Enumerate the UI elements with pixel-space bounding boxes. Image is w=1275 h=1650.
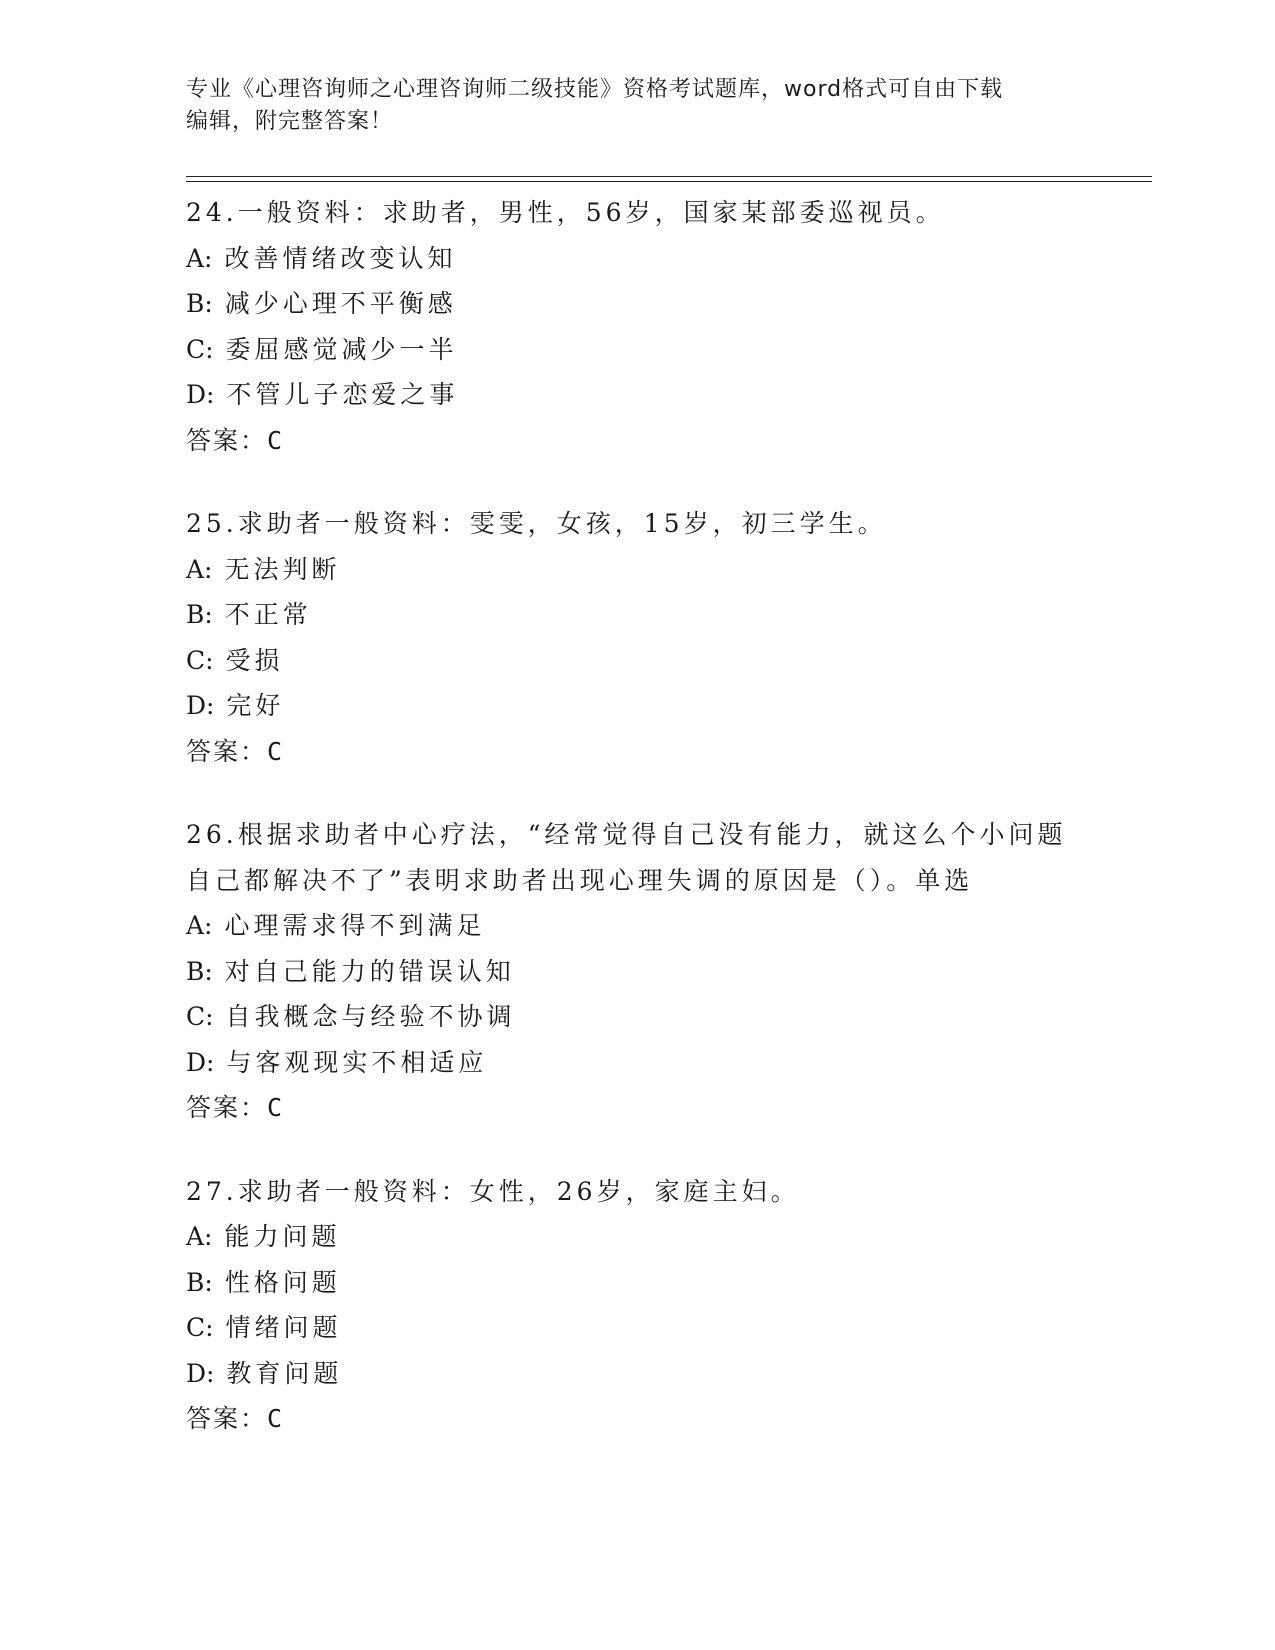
option-text: 委屈感觉减少一半 <box>225 334 458 364</box>
question-option <box>186 1351 1086 1397</box>
answer-line <box>186 1085 1086 1131</box>
option-text: 能力问题 <box>224 1222 341 1251</box>
answer-label: 答案： <box>186 1404 268 1433</box>
answer-value: C <box>267 736 285 766</box>
header-line-1: 专业《心理咨询师之心理咨询师二级技能》资格考试题库，word格式可自由下载 <box>186 77 1004 102</box>
answer-line <box>186 729 1086 775</box>
option-text: 受损 <box>225 645 284 675</box>
document-header <box>186 74 1066 138</box>
answer-value: C <box>267 1093 285 1122</box>
option-text: 不管儿子恋爱之事 <box>226 380 459 409</box>
question-stem: 27.求助者一般资料：女性，26岁，家庭主妇。 <box>186 1176 800 1206</box>
option-letter: B: <box>186 1267 213 1297</box>
question-stem: 25.求助者一般资料：雯雯，女孩，15岁，初三学生。 <box>186 509 887 538</box>
question-option <box>186 949 1086 995</box>
option-letter: D: <box>186 1358 215 1388</box>
question-option <box>186 592 1086 638</box>
question-option <box>186 903 1086 949</box>
option-text: 完好 <box>226 691 285 720</box>
question-option <box>186 683 1086 729</box>
question-item <box>186 1169 1086 1442</box>
question-option <box>186 1260 1086 1306</box>
option-letter: C: <box>186 334 214 364</box>
option-letter: D: <box>186 1047 215 1077</box>
header-divider-top <box>186 176 1152 177</box>
option-letter: B: <box>186 289 213 318</box>
question-stem: 26.根据求助者中心疗法，“经常觉得自己没有能力，就这么个小问题 <box>186 820 1067 849</box>
answer-label: 答案： <box>186 1093 268 1122</box>
header-divider-bottom <box>186 181 1152 182</box>
question-list <box>186 190 1086 1480</box>
question-option <box>186 547 1086 593</box>
question-item <box>186 812 1086 1131</box>
option-text: 不正常 <box>224 600 312 629</box>
question-stem: 自己都解决不了”表明求助者出现心理失调的原因是（）。单选 <box>186 865 974 895</box>
answer-line <box>186 418 1086 464</box>
answer-value: C <box>267 425 285 455</box>
option-letter: C: <box>186 645 214 675</box>
option-letter: A: <box>186 554 213 584</box>
option-text: 无法判断 <box>224 554 341 584</box>
question-option <box>186 281 1086 327</box>
option-text: 对自己能力的错误认知 <box>224 956 515 986</box>
question-item <box>186 501 1086 774</box>
question-stem: 24.一般资料：求助者，男性，56岁，国家某部委巡视员。 <box>186 198 945 227</box>
answer-label: 答案： <box>186 736 268 766</box>
question-option <box>186 1305 1086 1351</box>
header-line-2: 编辑，附完整答案！ <box>186 109 394 134</box>
option-text: 心理需求得不到满足 <box>224 911 486 940</box>
option-text: 与客观现实不相适应 <box>226 1047 488 1077</box>
answer-value: C <box>267 1404 285 1433</box>
option-letter: C: <box>186 1313 214 1342</box>
question-option <box>186 236 1086 282</box>
answer-line <box>186 1396 1086 1442</box>
question-option <box>186 1214 1086 1260</box>
option-letter: A: <box>186 243 213 273</box>
question-option <box>186 327 1086 373</box>
option-letter: C: <box>186 1002 214 1031</box>
option-text: 教育问题 <box>226 1358 343 1388</box>
question-item <box>186 190 1086 463</box>
question-option <box>186 372 1086 418</box>
option-letter: A: <box>186 911 213 940</box>
option-text: 性格问题 <box>224 1267 341 1297</box>
option-text: 改善情绪改变认知 <box>224 243 457 273</box>
option-text: 情绪问题 <box>225 1313 342 1342</box>
option-letter: D: <box>186 380 215 409</box>
option-text: 减少心理不平衡感 <box>224 289 457 318</box>
option-letter: B: <box>186 600 213 629</box>
question-option <box>186 638 1086 684</box>
answer-label: 答案： <box>186 425 268 455</box>
option-letter: B: <box>186 956 213 986</box>
question-option <box>186 994 1086 1040</box>
option-letter: D: <box>186 691 215 720</box>
option-text: 自我概念与经验不协调 <box>225 1002 516 1031</box>
option-letter: A: <box>186 1222 213 1251</box>
question-option <box>186 1040 1086 1086</box>
